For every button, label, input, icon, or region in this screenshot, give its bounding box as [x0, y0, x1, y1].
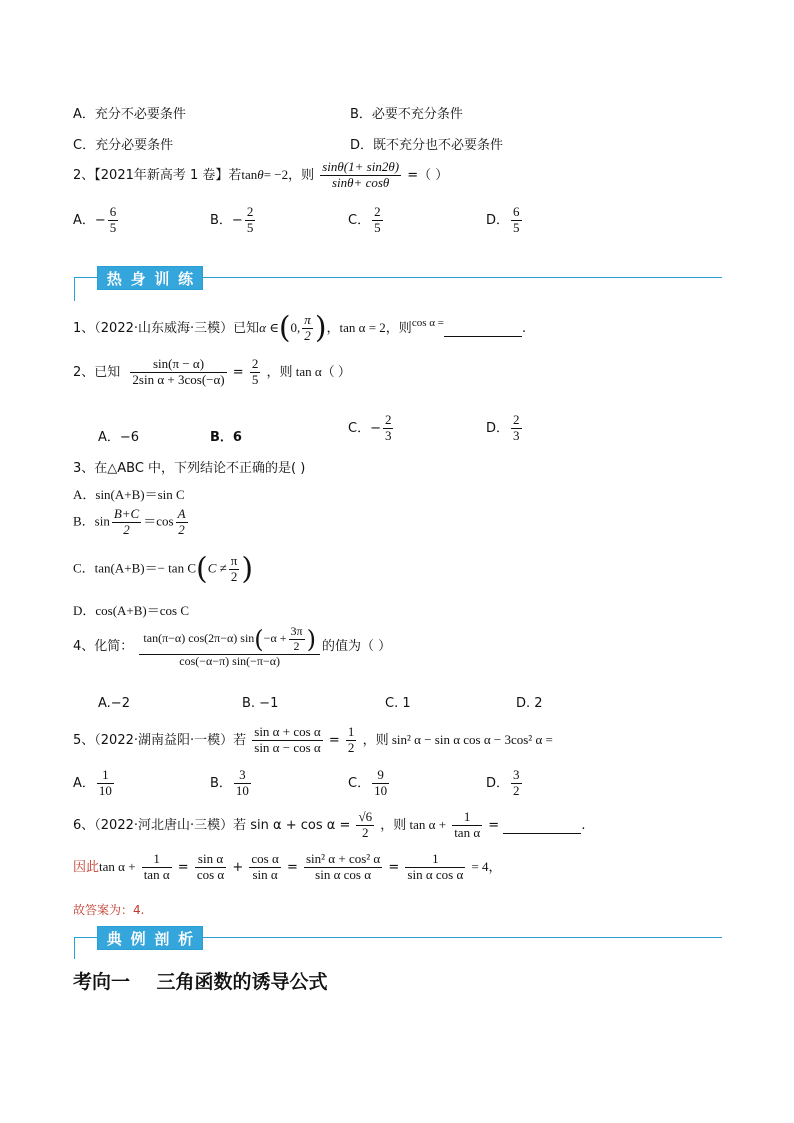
- w4-option-b: B. −1: [242, 696, 279, 711]
- w2-option-a: A．−6: [98, 430, 140, 445]
- prev-option-c: C．充分必要条件: [73, 138, 174, 153]
- w5-option-c: C． $\frac{9}{10}$: [348, 767, 388, 798]
- w5-option-a: A． $\frac{1}{10}$: [73, 767, 112, 798]
- prev-option-a: A．充分不必要条件: [73, 107, 186, 122]
- prev-option-d: D．既不充分也不必要条件: [350, 138, 504, 153]
- w4-option-a: A.−2: [98, 696, 130, 711]
- w5-option-d: D． $\frac{3}{2}$: [486, 767, 520, 798]
- banner-examples: 典 例 剖 析: [97, 926, 203, 950]
- w4-option-c: C. 1: [385, 696, 411, 711]
- q2-option-d: D． $\frac{6}{5}$: [486, 204, 520, 235]
- warmup-question-5: 5、（2022·湖南益阳·一模）若 $\frac{\text{sin α + cos α}}{\text{sin α − cos α}}$ = $\frac{1}{2}$ ，则 sin² α − sin α cos α − 3cos² α =: [73, 724, 553, 755]
- w3-option-a: A．sin(A+B)＝sin C: [73, 487, 185, 502]
- w3-option-b: B．sin $\frac{B+C}{2}$ ＝cos $\frac{A}{2}$: [73, 506, 186, 537]
- question-2021: 2、【2021年新高考 1 卷】若tanθ= −2，则 $\frac{\sin\theta(1+ \sin 2\theta)}{\sin\theta+ \cos\theta}$ =（ ）: [73, 159, 449, 190]
- w5-option-b: B． $\frac{3}{10}$: [210, 767, 249, 798]
- q2-option-b: B．− $\frac{2}{5}$: [210, 204, 254, 235]
- q2-option-a: A．− $\frac{6}{5}$: [73, 204, 117, 235]
- answer-text: 故答案为：4.: [73, 903, 145, 917]
- section-heading: 考向一 三角函数的诱导公式: [73, 971, 328, 993]
- warmup-question-6: 6、（2022·河北唐山·三模）若 sin α + cos α = $\frac{√6}{2}$ ，则 tan α + $\frac{1}{\text{tan α}}$ = .: [73, 809, 586, 840]
- w2-option-c: C．− $\frac{2}{3}$: [348, 412, 392, 443]
- w3-option-c: C．tan(A+B)＝− tan C(C ≠ $\frac{\pi}{2}$ ): [73, 551, 254, 587]
- w2-option-b: B．6: [210, 430, 242, 445]
- warmup-question-1: 1、（2022·山东威海·三模）已知α ∈(0, $\frac{\pi}{2}$ )，tan α = 2，则$^{cos \alpha =}$ .: [73, 310, 527, 346]
- prev-option-b: B．必要不充分条件: [350, 107, 463, 122]
- w3-option-d: D．cos(A+B)＝cos C: [73, 603, 190, 618]
- warmup-question-3: 3、在△ABC 中，下列结论不正确的是( ): [73, 461, 306, 476]
- banner-warmup-tick: [74, 277, 75, 301]
- warmup-question-2: 2、已知 $\frac{\sin(\pi - \alpha)}{\text{2sin α + 3cos(−α)}}$ = $\frac{2}{5}$ ，则 tan α（ ）: [73, 356, 351, 387]
- q2-fraction: $\frac{\sin\theta(1+ \sin 2\theta)}{\sin\theta+ \cos\theta}$: [322, 159, 400, 190]
- banner-warmup: 热 身 训 练: [97, 266, 203, 290]
- w4-option-d: D. 2: [516, 696, 543, 711]
- answer-blank: [503, 818, 581, 834]
- q2-option-c: C． $\frac{2}{5}$: [348, 204, 381, 235]
- banner-examples-tick: [74, 937, 75, 959]
- solution-line: 因此tan α + $\frac{1}{\text{tan α}}$ = $\frac{\text{sin α}}{\text{cos α}}$ + $\frac{\text{cos α}}{\text{sin α}}$ = $\frac{\text{sin² α + cos² α}}{\text{sin α cos α}}$ = $\frac{1}{\text{sin α cos α}}$ = 4，: [73, 851, 502, 882]
- warmup-question-4: 4、化简： tan(π−α) cos(2π−α) sin(−α + $\frac{3\pi}{2}$ ) cos(−α−π) sin(−π−α) 的值为（ ）: [73, 624, 392, 668]
- answer-blank: [444, 321, 522, 337]
- w2-option-d: D． $\frac{2}{3}$: [486, 412, 520, 443]
